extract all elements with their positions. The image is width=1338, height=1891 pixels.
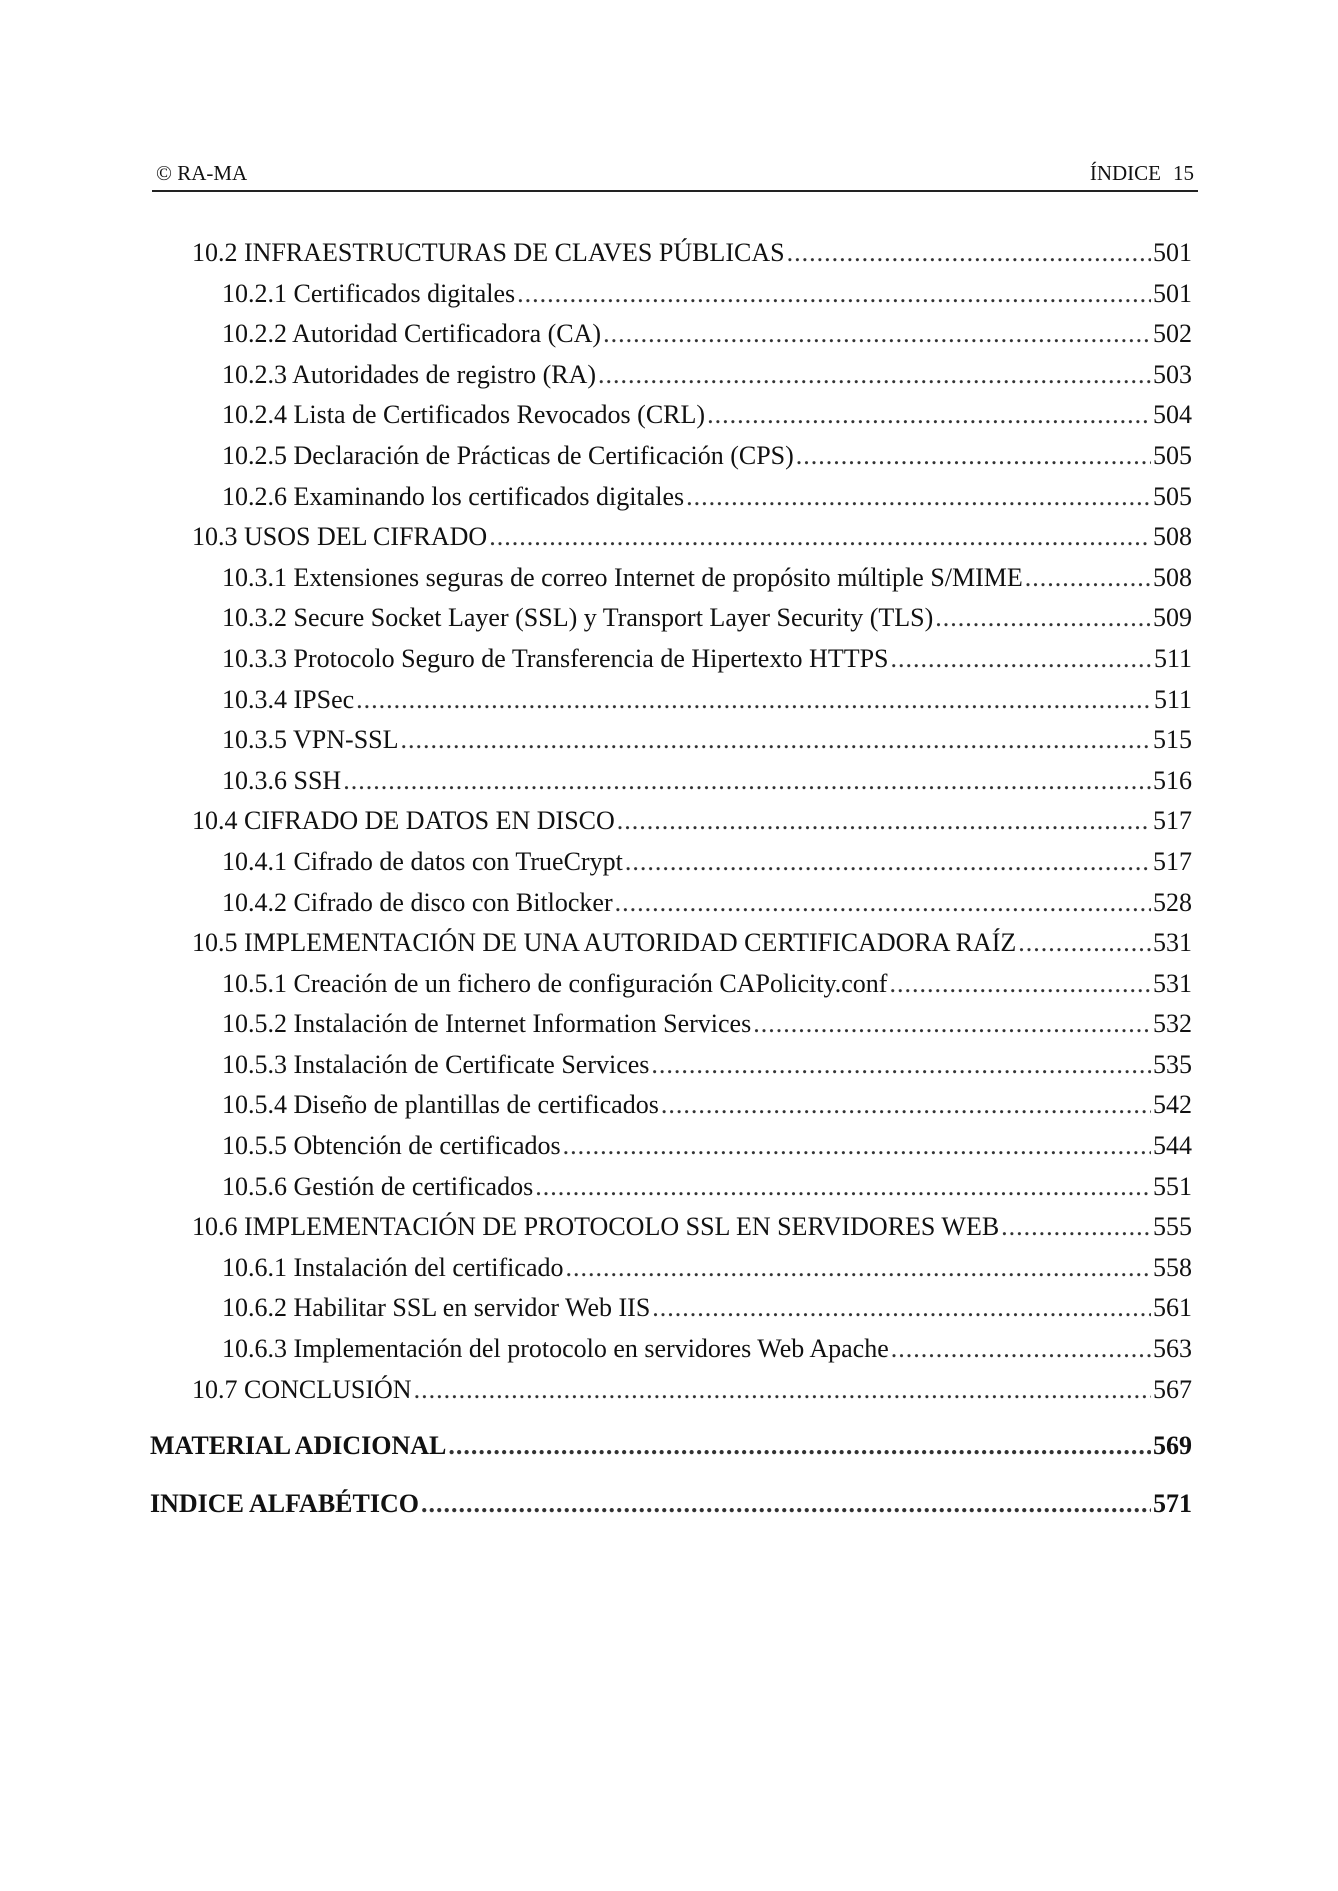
page-number: 15 (1173, 161, 1194, 185)
dot-leader (615, 888, 1151, 918)
toc-entry-page: 517 (1153, 806, 1192, 836)
toc-entry (150, 319, 1192, 360)
dot-leader (891, 1334, 1151, 1364)
toc-entry-page: 517 (1153, 846, 1192, 876)
toc-entry-page: 535 (1153, 1049, 1192, 1079)
section-title: ÍNDICE (1089, 161, 1161, 185)
toc-entry-title: 10.2.5 Declaración de Prácticas de Certificación (CPS) (222, 440, 794, 470)
toc-entry-page: 532 (1153, 1009, 1192, 1039)
toc-entry (150, 969, 1192, 1010)
toc-entry (150, 766, 1192, 807)
toc-entry (150, 1293, 1192, 1334)
toc-entry-title: 10.5.5 Obtención de certificados (222, 1131, 561, 1161)
toc-entry (150, 1131, 1192, 1172)
toc-entry (150, 847, 1192, 888)
toc-entry (150, 1172, 1192, 1213)
toc-entry-title: 10.7 CONCLUSIÓN (192, 1374, 412, 1404)
toc-entry-page: 502 (1153, 319, 1192, 349)
toc-entry-title: 10.6 IMPLEMENTACIÓN DE PROTOCOLO SSL EN SERVIDORES WEB (192, 1212, 1000, 1242)
toc-entry-page: 508 (1153, 562, 1192, 592)
dot-leader (787, 238, 1151, 268)
toc-entry-page: 555 (1153, 1212, 1192, 1242)
dot-leader (661, 1090, 1151, 1120)
dot-leader (421, 1489, 1151, 1519)
dot-leader (598, 360, 1151, 390)
toc-entry (150, 888, 1192, 929)
toc-entry (150, 1375, 1192, 1416)
toc-entry-title: 10.5 IMPLEMENTACIÓN DE UNA AUTORIDAD CERTIFICADORA RAÍZ (192, 928, 1017, 958)
toc-entry (150, 1009, 1192, 1050)
toc-entry-title: 10.2 INFRAESTRUCTURAS DE CLAVES PÚBLICAS (192, 238, 785, 267)
toc-entry-page: 515 (1153, 725, 1192, 755)
dot-leader (651, 1050, 1151, 1080)
toc-entry (150, 1334, 1192, 1375)
toc-entry (150, 238, 1192, 279)
dot-leader (935, 603, 1151, 633)
toc-entry-title: MATERIAL ADICIONAL (150, 1431, 447, 1461)
toc-entry-title: 10.2.1 Certificados digitales (222, 278, 516, 308)
toc-entry-page: 528 (1153, 887, 1192, 917)
toc-entry-page: 501 (1153, 278, 1192, 308)
toc-entry-title: 10.2.2 Autoridad Certificadora (CA) (222, 319, 602, 349)
dot-leader (617, 806, 1151, 836)
toc-entry (150, 482, 1192, 523)
toc-entry-page: 561 (1153, 1293, 1192, 1323)
toc-entry-page: 544 (1153, 1131, 1192, 1161)
toc-entry (150, 1090, 1192, 1131)
toc-entry-page: 501 (1153, 238, 1192, 267)
toc-entry-title: 10.3.6 SSH (222, 765, 342, 795)
toc-entry-title: 10.3.1 Extensiones seguras de correo Internet de propósito múltiple S/MIME (222, 562, 1023, 592)
toc-entry (150, 522, 1192, 563)
dot-leader (603, 319, 1151, 349)
toc-entry-title: 10.6.1 Instalación del certificado (222, 1252, 564, 1282)
toc-entry-page: 504 (1153, 400, 1192, 430)
toc-entry-title: 10.6.2 Habilitar SSL en servidor Web IIS (222, 1293, 651, 1323)
dot-leader (1018, 928, 1151, 958)
dot-leader (356, 685, 1152, 715)
dot-leader (517, 279, 1151, 309)
running-header (152, 158, 1198, 192)
toc-entry (150, 1431, 1192, 1472)
toc-entry (150, 1050, 1192, 1091)
toc-entry-page: 505 (1153, 440, 1192, 470)
dot-leader (343, 766, 1151, 796)
toc-entry (150, 1253, 1192, 1294)
toc-entry (150, 1212, 1192, 1253)
toc-entry-page: 511 (1153, 643, 1192, 673)
toc-entry (150, 563, 1192, 604)
toc-entry-page: 503 (1153, 359, 1192, 389)
toc-entry-page: 531 (1153, 928, 1192, 958)
toc-entry-title: 10.3.4 IPSec (222, 684, 355, 714)
toc-entry-title: INDICE ALFABÉTICO (150, 1488, 419, 1518)
header-section (1090, 161, 1194, 186)
toc-entry-title: 10.5.6 Gestión de certificados (222, 1171, 534, 1201)
dot-leader (535, 1172, 1151, 1202)
dot-leader (652, 1293, 1151, 1323)
toc-entry-title: 10.4.1 Cifrado de datos con TrueCrypt (222, 846, 623, 876)
toc-entry-title: 10.4.2 Cifrado de disco con Bitlocker (222, 887, 613, 917)
toc-entry-title: 10.3.5 VPN-SSL (222, 725, 399, 755)
toc-entry (150, 644, 1192, 685)
dot-leader (891, 644, 1152, 674)
dot-leader (414, 1375, 1151, 1405)
dot-leader (1025, 563, 1151, 593)
toc-entry (150, 279, 1192, 320)
toc-entry (150, 1489, 1192, 1530)
toc-entry-title: 10.2.4 Lista de Certificados Revocados (CRL) (222, 400, 706, 430)
toc-entry-page: 516 (1153, 765, 1192, 795)
toc-entry-title: 10.2.6 Examinando los certificados digitales (222, 481, 685, 511)
toc-entry (150, 685, 1192, 726)
dot-leader (889, 969, 1151, 999)
toc-entry (150, 928, 1192, 969)
dot-leader (707, 400, 1151, 430)
toc-entry (150, 725, 1192, 766)
toc-entry (150, 360, 1192, 401)
dot-leader (489, 522, 1151, 552)
toc-entry-title: 10.5.2 Instalación de Internet Information Services (222, 1009, 752, 1039)
toc-entry-page: 567 (1153, 1374, 1192, 1404)
toc-entry (150, 603, 1192, 644)
publisher-label: © RA-MA (156, 161, 248, 185)
toc-entry-page: 569 (1153, 1431, 1192, 1461)
toc-entry-page: 511 (1153, 684, 1192, 714)
table-of-contents (150, 238, 1192, 1529)
toc-entry-title: 10.3.3 Protocolo Seguro de Transferencia de Hipertexto HTTPS (222, 643, 889, 673)
toc-entry-title: 10.5.1 Creación de un fichero de configuración CAPolicity.conf (222, 968, 888, 998)
toc-entry-page: 508 (1153, 522, 1192, 552)
toc-entry-page: 563 (1153, 1334, 1192, 1364)
dot-leader (565, 1253, 1151, 1283)
dot-leader (401, 725, 1151, 755)
toc-entry-page: 558 (1153, 1252, 1192, 1282)
dot-leader (753, 1009, 1151, 1039)
dot-leader (686, 482, 1151, 512)
toc-entry-title: 10.2.3 Autoridades de registro (RA) (222, 359, 597, 389)
toc-entry-title: 10.3 USOS DEL CIFRADO (192, 522, 488, 552)
toc-entry-title: 10.3.2 Secure Socket Layer (SSL) y Transport Layer Security (TLS) (222, 603, 934, 633)
dot-leader (563, 1131, 1151, 1161)
dot-leader (448, 1431, 1151, 1461)
dot-leader (625, 847, 1151, 877)
toc-entry (150, 441, 1192, 482)
toc-entry-title: 10.4 CIFRADO DE DATOS EN DISCO (192, 806, 615, 836)
toc-entry (150, 806, 1192, 847)
toc-entry-page: 509 (1153, 603, 1192, 633)
toc-entry-title: 10.6.3 Implementación del protocolo en servidores Web Apache (222, 1334, 889, 1364)
toc-entry-title: 10.5.4 Diseño de plantillas de certificados (222, 1090, 659, 1120)
toc-entry-page: 531 (1153, 968, 1192, 998)
toc-entry-page: 551 (1153, 1171, 1192, 1201)
toc-entry (150, 400, 1192, 441)
toc-entry-page: 505 (1153, 481, 1192, 511)
toc-entry-title: 10.5.3 Instalación de Certificate Services (222, 1049, 650, 1079)
toc-entry-page: 542 (1153, 1090, 1192, 1120)
dot-leader (1001, 1212, 1151, 1242)
toc-entry-page: 571 (1153, 1488, 1192, 1518)
dot-leader (796, 441, 1151, 471)
